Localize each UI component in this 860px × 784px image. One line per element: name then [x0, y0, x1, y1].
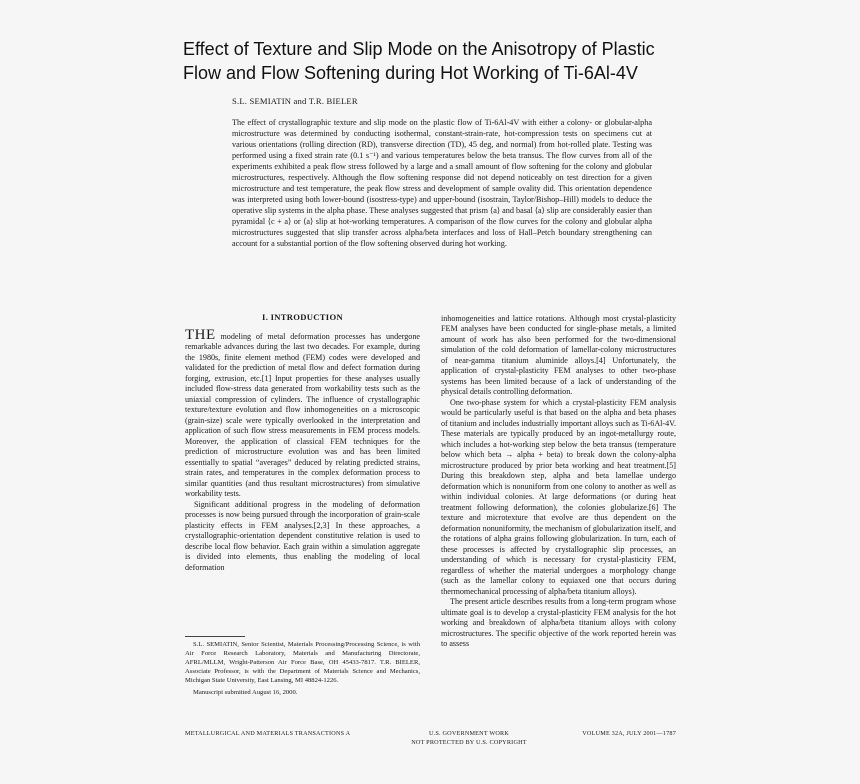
copyright-notice	[404, 729, 534, 747]
abstract: The effect of crystallographic texture and slip mode on the plastic flow of Ti-6Al-4V with either a colony- or globular-alpha microstructure was determined by conducting isothermal, constant-strain-rate, hot-compression tests on specimens cut at various orientations (rolling direction (RD), transverse direction (TD), 45 deg, and normal) from hot-rolled plate. Testing was performed using a fixed strain rate (0.1 s⁻¹) and various temperatures below the beta transus. The flow curves from all of the experiments exhibited a peak flow stress followed by a large and a small amount of flow softening for the colony and globular microstructures, respectively. Although the flow softening response did not depend noticeably on test direction for a given microstructure and test temperature, the peak flow stress and development of sample ovality did. This orientation dependence was interpreted using both lower-bound (isostress-type) and upper-bound (isostrain, Taylor/Bishop–Hill) models to deduce the operative slip systems in the alpha phase. These analyses suggested that prism ⟨a⟩ and basal ⟨a⟩ slip are considerably easier than pyramidal ⟨c + a⟩ or ⟨a⟩ slip at hot-working temperatures. A comparison of the flow curves for the colony and globular alpha microstructures suggested that slip transfer across alpha/beta interfaces and loss of Hall–Petch boundary strengthening can account for a substantial portion of the flow softening observed during hot working.	[232, 118, 652, 249]
author-footnote	[185, 641, 420, 697]
submission-date: Manuscript submitted August 16, 2000.	[193, 688, 298, 696]
intro-paragraph-4: One two-phase system for which a crystal-plasticity FEM analysis would be particularly useful is that based on the alpha and beta phases of titanium and includes industrially important alloys such as Ti-6Al-4V. These materials are typically produced by an ingot-metallurgy route, which includes a hot-working step below the beta transus (temperature below which beta → alpha + beta) to break down the colony-alpha microstructure produced by prior beta working and heat treatment.[5] During this breakdown step, alpha and beta lamellae undergo deformation which is nonuniform from one colony to another as well as within individual colonies. At large deformations (or during heat treatment following deformation), the colonies globularize.[6] The texture and microtexture that evolve are thus dependent on the deformation nonuniformity, the mechanism of globularization itself, and the rotations of alpha grains following globularization. In turn, each of these processes is affected by crystallographic slip processes, an understanding of which is necessary for crystal-plasticity FEM, regardless of whether the material undergoes a morphology change (such as the lamellar colony to equiaxed one that occurs during thermomechanical processing of alpha/beta titanium alloys).	[441, 397, 677, 596]
paper-title-line-2: Flow and Flow Softening during Hot Working of Ti-6Al-4V	[183, 63, 638, 83]
copyright-line-2: NOT PROTECTED BY U.S. COPYRIGHT	[411, 739, 527, 746]
author-affiliations: S.L. SEMIATIN, Senior Scientist, Materials Processing/Processing Science, is with Air Force Research Laboratory, Materials and Manufacturing Directorate, AFRL/MLLM, Wright-Patterson Air Force Base, OH 45433-7817. T.R. BIELER, Associate Professor, is with the Department of Materials Science and Mechanics, Michigan State University, East Lansing, MI 48824-1226.	[185, 641, 420, 684]
intro-paragraph-2: Significant additional progress in the modeling of deformation processes is now being pursued through the incorporation of grain-scale plasticity effects in FEM analyses.[2,3] In these approaches, a crystallographic-orientation dependent constitutive relation is used to describe local flow behavior. Each grain within a simulation aggregate is divided into elements, thus enabling the modeling of local deformation	[185, 499, 420, 572]
journal-name: METALLURGICAL AND MATERIALS TRANSACTIONS A	[185, 730, 351, 737]
intro-paragraph-1	[185, 327, 420, 500]
paper-title	[183, 37, 703, 85]
drop-cap: THE	[185, 327, 216, 343]
author-list: S.L. SEMIATIN and T.R. BIELER	[232, 96, 358, 106]
volume-page-number: VOLUME 32A, JULY 2001—1787	[582, 730, 676, 737]
intro-paragraph-5: The present article describes results from a long-term program whose ultimate goal is to develop a crystal-plasticity FEM analysis for the hot working and breakdown of alpha/beta titanium alloys with colony microstructures. The specific objective of the work reported herein was to assess	[441, 597, 676, 649]
copyright-line-1: U.S. GOVERNMENT WORK	[428, 730, 510, 737]
right-column	[441, 314, 676, 650]
left-column	[185, 311, 420, 573]
intro-paragraph-3: inhomogeneities and lattice rotations. Although most crystal-plasticity FEM analyses have been conducted for single-phase metals, a limited amount of work has also been performed for the two-dimensional simulation of the cold deformation of lamellar-colony microstructures of near-gamma titanium aluminide alloys.[4] Unfortunately, the application of crystal-plasticity FEM analyses to other two-phase systems has been limited because of a lack of understanding of the physical details controlling deformation.	[441, 314, 676, 397]
intro-paragraph-1-text: modeling of metal deformation processes has undergone remarkable advances during the last two decades. For example, during the 1980s, finite element method (FEM) codes were developed and validated for the prediction of metal flow and defect formation during forging, extrusion, etc.[1] Input properties for these analyses usually included flow-stress data generated from workability tests such as the uniaxial compression of cylinders. The influence of crystallographic texture/texture evolution and flow inhomogeneities on a microscopic (grain-size) scale were typically overlooked in the interpretation and application of such flow stress measurements in FEM process models. Moreover, the application of classical FEM techniques for the prediction of microstructure evolution was and has been limited essentially to spatial “averages” deduced by relating predicted strains, strain rates, and temperatures in the complex deformation process to similar quantities (and thus resultant microstructures) from simulative workability tests.	[185, 332, 420, 499]
paper-title-line-1: Effect of Texture and Slip Mode on the Anisotropy of Plastic	[183, 39, 655, 59]
section-heading-introduction: I. INTRODUCTION	[262, 312, 343, 322]
footnote-rule	[185, 636, 245, 637]
